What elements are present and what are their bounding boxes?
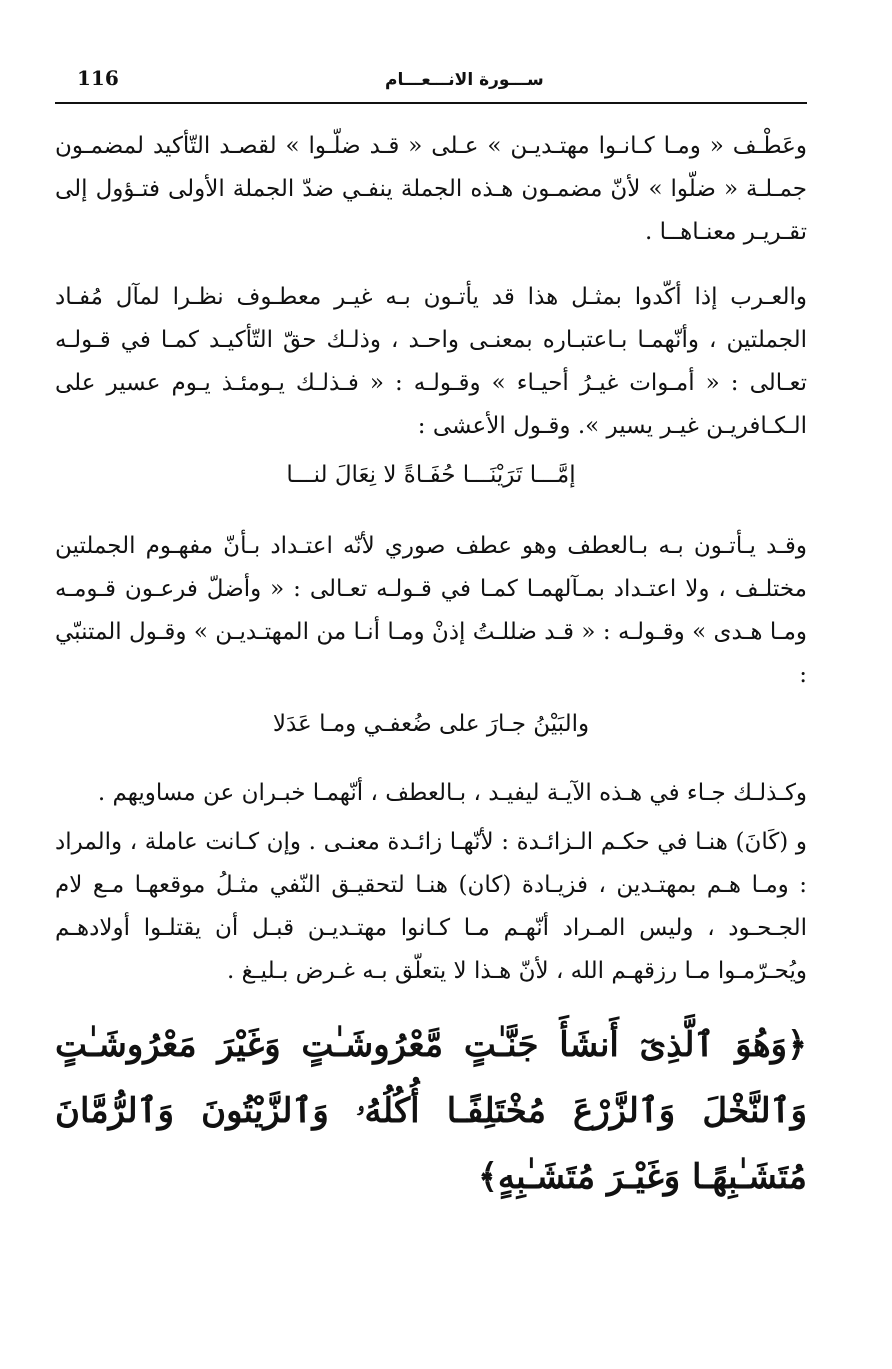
poetry-verse-1: إمَّـــا تَرَيْنَـــا حُفَـاةً لا نِعَالَ لنـــا bbox=[286, 462, 576, 488]
commentary-body bbox=[55, 125, 807, 1015]
paragraph-5: و (كَانَ) هنـا في حكـم الـزائـدة : لأنّهـا زائـدة معنـى . وإن كـانت عاملة ، والمراد : ومـا هـم بمهتـدين ، فزيـادة (كان) هنـا لتحقيـق النّفي مثـلُ موقعهـا مـع لام الجـحـود ، وليس المـراد أنّهـم مـا كـانوا مهتـديـن قبـل أن يقتلـوا أولادهـم ويُحـرّمـوا مـا رزقهـم الله ، لأنّ هـذا لا يتعلّق بـه غـرض بـليـغ . bbox=[55, 829, 807, 984]
paragraph-1: وعَطْـف « ومـا كـانـوا مهتـديـن » عـلى « قـد ضلّـوا » لقصـد التّأكيد لمضمـون جمـلـة « ضلّوا » لأنّ مضمـون هـذه الجملة ينفـي ضدّ الجملة الأولى فتـؤول إلى تقـريـر معنـاهــا . bbox=[55, 133, 807, 245]
paragraph-3: وقـد يـأتـون بـه بـالعطف وهو عطف صوري لأنّه اعتـداد بـأنّ مفهـوم الجملتين مختلـف ، ولا اعتـداد بمـآلهمـا كمـا في قـولـه تعـالى : « وأضلّ فرعـون قـومـه ومـا هـدى » وقـولـه : « قـد ضللـتُ إذنْ ومـا أنـا من المهتـديـن » وقـول المتنبّي : bbox=[55, 533, 807, 688]
poetry-verse-2: والبَيْنُ جـارَ على ضُعفـي ومـا عَدَلا bbox=[272, 711, 590, 737]
page-header bbox=[55, 62, 807, 104]
page-number: 116 bbox=[77, 66, 119, 90]
paragraph-4: وكـذلـك جـاء في هـذه الآيـة ليفيـد ، بـالعطف ، أنّهمـا خبـران عن مساويهم . bbox=[97, 780, 807, 806]
quran-verse: ﴿وَهُوَ ٱلَّذِىٓ أَنشَأَ جَنَّـٰتٍ مَّعْرُوشَـٰتٍ وَغَيْرَ مَعْرُوشَـٰتٍ وَٱلنَّخْلَ وَٱلزَّرْعَ مُخْتَلِفًـا أُكُلُهُۥ وَٱلزَّيْتُونَ وَٱلرُّمَّانَ مُتَشَـٰبِهًـا وَغَيْـرَ مُتَشَـٰبِهٍ﴾ bbox=[55, 1025, 807, 1197]
surah-title: ســـورة الانـــعـــام bbox=[385, 70, 544, 90]
paragraph-2: والعـرب إذا أكّدوا بمثـل هذا قد يأتـون بـه غيـر معطـوف نظـرا لمآل مُفـاد الجملتين ، وأنّهمـا بـاعتبـاره بمعنـى واحـد ، وذلـك حقّ التّأكيـد كمـا في قـولـه تعـالى : « أمـوات غيـرُ أحيـاء » وقـولـه : « فـذلـك يـومئـذ يـوم عسير على الـكـافريـن غيـر يسير ». وقـول الأعشى : bbox=[55, 284, 807, 439]
